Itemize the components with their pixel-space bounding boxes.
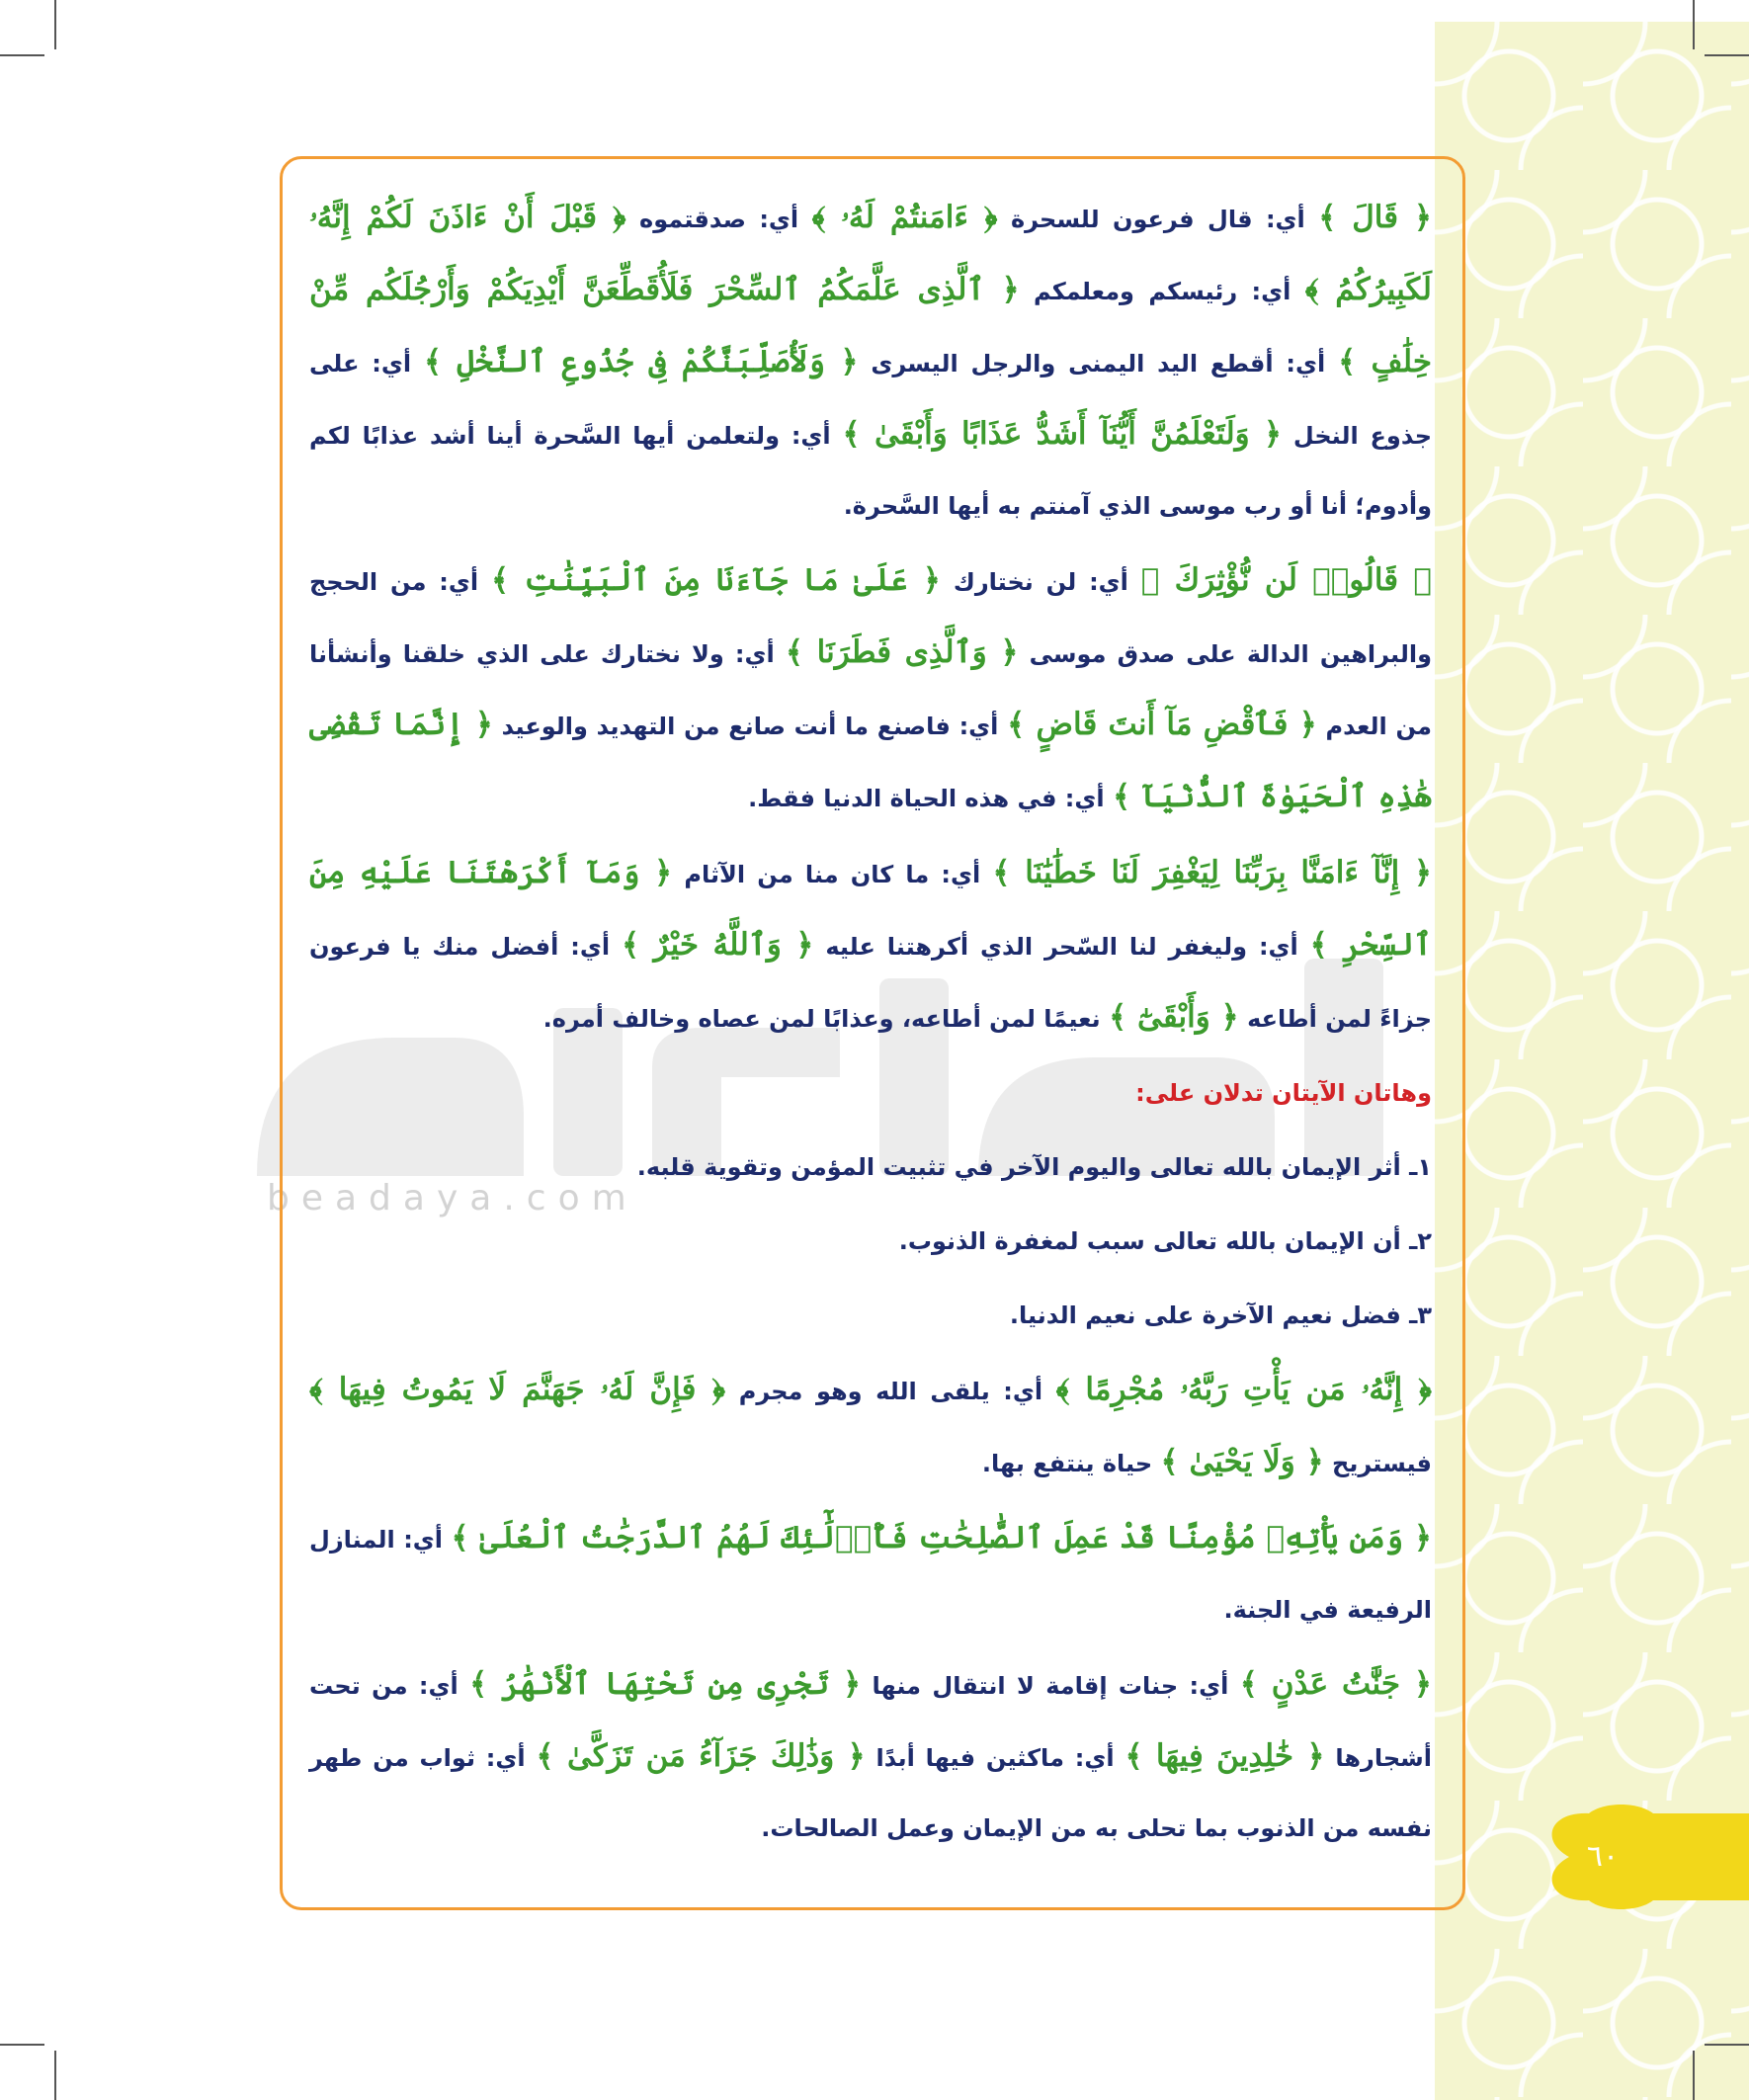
paragraph [309, 1355, 1432, 1499]
quran-verse: ﴿ جَنَّٰتُ عَدْنٍ ﴾ [1239, 1666, 1432, 1702]
crop-mark [0, 54, 44, 56]
quran-verse: ﴿ إِنَّمَا تَقْضِى هَٰذِهِ ٱلْحَيَوٰةَ ٱلدُّنْيَآ ﴾ [309, 707, 1432, 814]
explanation-text: أي: قال فرعون للسحرة [997, 206, 1319, 233]
paragraph [309, 1503, 1432, 1645]
paragraph [309, 838, 1432, 1054]
explanation-text: أي: فاصنع ما أنت صانع من التهديد والوعيد [492, 713, 1008, 740]
explanation-text: أي: صدقتموه [625, 206, 812, 233]
explanation-text: أي: رئيسكم ومعلمكم [1019, 278, 1305, 305]
explanation-text: أي: ولتعلمن أيها السَّحرة أينا أشد عذابًا لكم وأدوم؛ أنا أو رب موسى الذي آمنتم به أيها السَّحرة. [309, 422, 1432, 520]
explanation-text: أي: وليغفر لنا السّحر الذي أكرهتنا عليه [813, 933, 1310, 961]
explanation-text: حياة ينتفع بها. [981, 1450, 1161, 1477]
explanation-text: أي: من تحت أشجارها [309, 1672, 1432, 1772]
watermark-text: beadaya.com [267, 1178, 638, 1218]
crop-mark [1693, 2051, 1695, 2100]
quran-verse: ﴿ وَلَا يَحْيَىٰ ﴾ [1160, 1444, 1324, 1479]
quran-verse: ﴿ وَلَأُصَلِّبَنَّكُمْ فِى جُذُوعِ ٱلنَّخْلِ ﴾ [423, 344, 859, 379]
explanation-text: أي: ثواب من طهر نفسه من الذنوب بما تحلى به من الإيمان وعمل الصالحات. [309, 1744, 1432, 1842]
quran-verse: ﴿ وَلَتَعْلَمُنَّ أَيُّنَآ أَشَدُّ عَذَابًا وَأَبْقَىٰ ﴾ [842, 416, 1283, 452]
crop-mark [54, 0, 56, 49]
explanation-text: أي: في هذه الحياة الدنيا فقط. [748, 785, 1113, 812]
quran-verse: ﴿ قَبْلَ أَنْ ءَاذَنَ لَكُمْ إِنَّهُۥ لَكَبِيرُكُمُ ﴾ [309, 200, 1432, 307]
lessons-section [309, 1058, 1432, 1351]
paragraph [309, 1649, 1432, 1864]
lesson-text [309, 183, 1432, 1868]
crop-mark [54, 2051, 56, 2100]
lessons-heading: وهاتان الآيتان تدلان على: [1135, 1079, 1432, 1107]
quran-verse: ﴿ وَٱللَّهُ خَيْرٌ ﴾ [621, 927, 814, 963]
lesson-item: ١ـ أثر الإيمان بالله تعالى واليوم الآخر في تثبيت المؤمن وتقوية قلبه. [636, 1153, 1432, 1181]
quran-verse: ﴿ عَلَىٰ مَا جَآءَنَا مِنَ ٱلْبَيِّنَٰتِ ﴾ [490, 562, 941, 598]
crop-mark [1693, 0, 1695, 49]
crop-mark [1705, 2044, 1749, 2046]
paragraph [309, 546, 1432, 834]
quran-verse: ﴿ وَذَٰلِكَ جَزَآءُ مَن تَزَكَّىٰ ﴾ [536, 1738, 866, 1774]
explanation-text: أي: على جذوع النخل [309, 350, 1433, 450]
quran-verse: ﴿ وَأَبْقَىٰٓ ﴾ [1109, 999, 1239, 1035]
explanation-text: نعيمًا لمن أطاعه، وعذابًا لمن عصاه وخالف أمره. [542, 1005, 1110, 1033]
explanation-text: أي: ما كان منا من الآثام [672, 861, 993, 888]
lesson-item: ٢ـ أن الإيمان بالله تعالى سبب لمغفرة الذنوب. [898, 1227, 1432, 1255]
crop-mark [0, 2044, 44, 2046]
explanation-text: أي: المنازل الرفيعة في الجنة. [309, 1526, 1432, 1624]
explanation-text: أي: ماكثين فيها أبدًا [865, 1744, 1125, 1772]
quran-verse: ﴿ قَالَ ﴾ [1318, 200, 1433, 235]
quran-verse: ﴿ وَٱلَّذِى فَطَرَنَا ﴾ [785, 634, 1019, 670]
quran-verse: ﴿ إِنَّهُۥ مَن يَأْتِ رَبَّهُۥ مُجْرِمًا ﴾ [1055, 1372, 1433, 1407]
explanation-text: أي: من الحجج والبراهين الدالة على صدق موسى [309, 568, 1433, 668]
quran-verse: ﴿ قَالُوا۟ لَن نُّؤْثِرَكَ ﴾ [1140, 562, 1433, 598]
explanation-text: أي: لن نختارك [940, 568, 1141, 596]
quran-verse: ﴿ وَمَن يَأْتِهِۦ مُؤْمِنًا قَدْ عَمِلَ ٱلصَّٰلِحَٰتِ فَأُو۟لَٰٓئِكَ لَهُمُ ٱلدَّرَجَٰتُ ٱلْعُلَىٰ ﴾ [451, 1520, 1432, 1555]
quran-verse: ﴿ ٱلَّذِى عَلَّمَكُمُ ٱلسِّحْرَ فَلَأُقَطِّعَنَّ أَيْدِيَكُمْ وَأَرْجُلَكُم مِّنْ خِلَٰفٍ ﴾ [309, 272, 1432, 379]
quran-verse: ﴿ تَجْرِى مِن تَحْتِهَا ٱلْأَنْهَٰرُ ﴾ [469, 1666, 862, 1702]
quran-verse: ﴿ خَٰلِدِينَ فِيهَا ﴾ [1124, 1738, 1325, 1774]
quran-verse: ﴿ ءَامَنتُمْ لَهُۥ ﴾ [811, 200, 998, 235]
explanation-text: فيستريح [1323, 1450, 1432, 1477]
explanation-text: أي: أقطع اليد اليمنى والرجل اليسرى [858, 350, 1339, 378]
quran-verse: ﴿ فَٱقْضِ مَآ أَنتَ قَاضٍ ﴾ [1007, 707, 1317, 742]
page-number-badge [1530, 1802, 1749, 1912]
paragraph-verses-2 [309, 1355, 1432, 1864]
explanation-text: أي: ولا نختارك على الذي خلقنا وأنشأنا من العدم [309, 640, 1433, 740]
explanation-text: أي: يلقى الله وهو مجرم [725, 1378, 1056, 1405]
paragraph [309, 183, 1432, 542]
page-number: ٦٠ [1586, 1839, 1620, 1874]
lesson-item: ٣ـ فضل نعيم الآخرة على نعيم الدنيا. [1009, 1302, 1432, 1329]
quran-verse: ﴿ فَإِنَّ لَهُۥ جَهَنَّمَ لَا يَمُوتُ فِيهَا ﴾ [309, 1372, 726, 1407]
paragraph-verses-1 [309, 183, 1432, 1054]
decorative-side-band [1435, 22, 1749, 2100]
quran-verse: ﴿ إِنَّآ ءَامَنَّا بِرَبِّنَا لِيَغْفِرَ لَنَا خَطَٰيَٰنَا ﴾ [992, 855, 1432, 890]
explanation-text: أي: أفضل منك يا فرعون جزاءً لمن أطاعه [309, 933, 1432, 1033]
crop-mark [1705, 54, 1749, 56]
explanation-text: أي: جنات إقامة لا انتقال منها [861, 1672, 1240, 1700]
quran-verse: ﴿ وَمَآ أَكْرَهْتَنَا عَلَيْهِ مِنَ ٱلسِّحْرِ ﴾ [309, 855, 1432, 963]
